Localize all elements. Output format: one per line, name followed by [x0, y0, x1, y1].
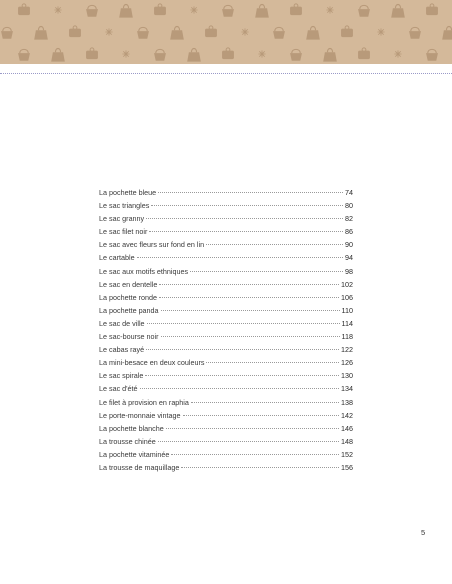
bag-icon: [119, 4, 133, 17]
toc-entry-title: La pochette panda: [99, 305, 159, 315]
toc-entry: [99, 396, 353, 409]
star-icon: [326, 6, 333, 13]
toc-entry-title: La trousse chinée: [99, 436, 156, 446]
toc-dot-leader: [181, 467, 339, 468]
bag-icon: [391, 4, 405, 17]
star-icon: [122, 50, 129, 57]
bag-icon: [323, 48, 337, 61]
purse-icon: [86, 48, 98, 59]
purse-icon: [69, 26, 81, 37]
toc-dot-leader: [146, 218, 343, 219]
toc-entry-title: Le sac granny: [99, 214, 145, 224]
toc-dot-leader: [158, 441, 339, 442]
toc-dot-leader: [140, 388, 339, 389]
toc-entry-page: 148: [341, 436, 353, 446]
toc-dot-leader: [159, 284, 339, 285]
toc-dot-leader: [206, 362, 339, 363]
toc-entry-title: Le sac aux motifs ethniques: [99, 266, 189, 276]
toc-entry-title: Le sac de ville: [99, 318, 145, 328]
basket-icon: [154, 49, 166, 60]
toc-entry-page: 82: [345, 214, 353, 224]
decorative-header-band: [0, 0, 452, 64]
bag-icon: [170, 26, 184, 39]
toc-entry-title: La pochette bleue: [99, 188, 157, 197]
toc-entry: [99, 265, 353, 278]
toc-entry-page: 134: [341, 384, 353, 394]
toc-entry-page: 146: [341, 423, 353, 433]
toc-dot-leader: [206, 244, 343, 245]
purse-icon: [358, 48, 370, 59]
star-icon: [258, 50, 265, 57]
toc-entry: [99, 317, 353, 330]
toc-entry: [99, 225, 353, 238]
toc-entry-title: Le sac triangles: [99, 201, 150, 211]
toc-entry: [99, 238, 353, 251]
toc-dot-leader: [158, 192, 343, 193]
toc-entry-title: Le filet à provision en raphia: [99, 397, 189, 407]
toc-entry: [99, 304, 353, 317]
toc-entry-title: La pochette vitaminée: [99, 449, 170, 459]
bag-icon: [306, 26, 320, 39]
purse-icon: [154, 4, 166, 15]
toc-entry-page: 152: [341, 449, 353, 459]
toc-entry-title: Le sac d'été: [99, 384, 138, 394]
bag-pattern-motif: [0, 0, 452, 64]
star-icon: [377, 28, 384, 35]
table-of-contents: [99, 186, 353, 474]
toc-entry-page: 142: [341, 410, 353, 420]
basket-icon: [222, 5, 234, 16]
toc-dot-leader: [190, 271, 343, 272]
toc-entry: [99, 422, 353, 435]
toc-entry: [99, 278, 353, 291]
toc-entry-title: Le sac-bourse noir: [99, 332, 159, 342]
basket-icon: [358, 5, 370, 16]
toc-entry-page: 122: [341, 345, 353, 355]
bag-icon: [51, 48, 65, 61]
basket-icon: [86, 5, 98, 16]
toc-entry: [99, 291, 353, 304]
toc-entry-page: 86: [345, 227, 353, 237]
toc-entry-title: La pochette blanche: [99, 423, 164, 433]
toc-entry-page: 114: [341, 318, 353, 328]
toc-entry: [99, 186, 353, 199]
purse-icon: [290, 4, 302, 15]
toc-dot-leader: [145, 375, 339, 376]
toc-entry-title: La trousse de maquillage: [99, 462, 180, 472]
header-dotted-rule: [0, 73, 452, 74]
toc-dot-leader: [191, 402, 339, 403]
toc-entry: [99, 435, 353, 448]
toc-dot-leader: [149, 231, 343, 232]
toc-dot-leader: [183, 415, 339, 416]
toc-entry-title: Le sac filet noir: [99, 227, 148, 237]
toc-entry: [99, 330, 353, 343]
toc-entry-page: 156: [341, 462, 353, 472]
purse-icon: [205, 26, 217, 37]
basket-icon: [1, 27, 13, 38]
toc-dot-leader: [161, 336, 340, 337]
toc-entry: [99, 212, 353, 225]
toc-dot-leader: [159, 297, 339, 298]
toc-entry-title: La mini-besace en deux couleurs: [99, 358, 205, 368]
purse-icon: [18, 4, 30, 15]
basket-icon: [273, 27, 285, 38]
toc-entry-page: 106: [341, 292, 353, 302]
toc-entry-title: La pochette ronde: [99, 292, 157, 302]
basket-icon: [409, 27, 421, 38]
toc-entry-title: Le sac en dentelle: [99, 279, 158, 289]
toc-entry-page: 94: [345, 253, 353, 263]
toc-entry: [99, 199, 353, 212]
toc-dot-leader: [161, 310, 340, 311]
bag-icon: [34, 26, 48, 39]
bag-icon: [255, 4, 269, 17]
star-icon: [190, 6, 197, 13]
toc-entry: [99, 461, 353, 474]
toc-entry-title: Le sac spirale: [99, 371, 144, 381]
toc-entry: [99, 251, 353, 264]
toc-entry-page: 126: [341, 358, 353, 368]
toc-dot-leader: [151, 205, 343, 206]
bag-icon: [187, 48, 201, 61]
toc-entry-page: 118: [341, 332, 353, 342]
toc-entry-page: 98: [345, 266, 353, 276]
basket-icon: [137, 27, 149, 38]
toc-entry: [99, 343, 353, 356]
page-number: 5: [421, 528, 426, 537]
star-icon: [105, 28, 112, 35]
toc-dot-leader: [147, 323, 340, 324]
toc-dot-leader: [171, 454, 339, 455]
toc-entry-page: 74: [345, 188, 353, 197]
star-icon: [241, 28, 248, 35]
purse-icon: [426, 4, 438, 15]
star-icon: [394, 50, 401, 57]
toc-dot-leader: [166, 428, 339, 429]
basket-icon: [18, 49, 30, 60]
toc-entry-title: Le porte-monnaie vintage: [99, 410, 181, 420]
toc-entry: [99, 382, 353, 395]
star-icon: [54, 6, 61, 13]
toc-dot-leader: [137, 257, 343, 258]
toc-entry-page: 80: [345, 201, 353, 211]
toc-entry-title: Le cartable: [99, 253, 135, 263]
toc-entry-page: 102: [341, 279, 353, 289]
bag-icon: [442, 26, 452, 39]
basket-icon: [426, 49, 438, 60]
purse-icon: [341, 26, 353, 37]
purse-icon: [222, 48, 234, 59]
toc-entry-title: Le sac avec fleurs sur fond en lin: [99, 240, 205, 250]
toc-dot-leader: [146, 349, 339, 350]
toc-entry: [99, 356, 353, 369]
toc-entry: [99, 369, 353, 382]
toc-entry-page: 130: [341, 371, 353, 381]
toc-entry: [99, 409, 353, 422]
basket-icon: [290, 49, 302, 60]
toc-entry-title: Le cabas rayé: [99, 345, 145, 355]
toc-entry-page: 90: [345, 240, 353, 250]
toc-entry: [99, 448, 353, 461]
toc-entry-page: 110: [341, 305, 353, 315]
toc-entry-page: 138: [341, 397, 353, 407]
